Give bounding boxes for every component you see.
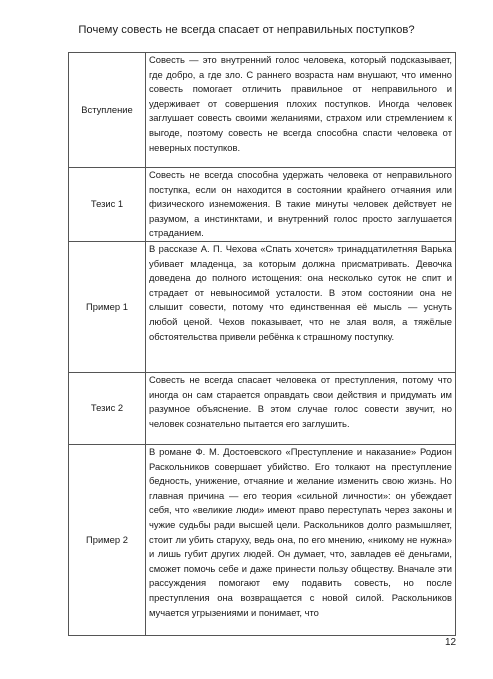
row-label: Вступление bbox=[69, 53, 146, 168]
table-row bbox=[69, 53, 456, 168]
row-text: Совесть не всегда способна удержать человека от неправильного поступка, если он находится в состоянии крайнего отчаяния или физического изнеможения. В такие минуты человек действует не разумом, а инстинктами, и внутренний голос просто заглушается страданием. bbox=[146, 168, 456, 242]
row-text: Совесть — это внутренний голос человека, который подсказывает, где добро, а где зло. С раннего возраста нам внушают, что именно совесть помогает отличить правильное от неправильного и удерживает от совершения плохих поступков. Иногда человек заглушает совесть своими желаниями, страхом или стремлением к выгоде, поэтому совесть не всегда способна спасти человека от неверных поступков. bbox=[146, 53, 456, 168]
row-label: Тезис 2 bbox=[69, 372, 146, 444]
row-label: Тезис 1 bbox=[69, 168, 146, 242]
table-row bbox=[69, 372, 456, 444]
row-text: В романе Ф. М. Достоевского «Преступление и наказание» Родион Раскольников совершает убийство. Его толкают на преступление бедность, унижение, отчаяние и желание изменить свою жизнь. Но главная причина — его теория «сильной личности»: он убеждает себя, что «великие люди» имеют право переступать через законы и чужие судьбы ради высшей цели. Раскольников долго размышляет, стоит ли убить старуху, ведь она, по его мнению, «никому не нужна» и лишь губит других людей. Он думает, что, завладев её деньгами, сможет помочь себе и даже принести пользу обществу. Вначале эти рассуждения помогают ему подавить совесть, но после преступления она возвращается с новой силой. Раскольников мучается угрызениями и понимает, что bbox=[146, 444, 456, 635]
essay-plan-table bbox=[68, 52, 456, 636]
row-text: Совесть не всегда спасает человека от преступления, потому что иногда он сам старается оправдать свои действия и придумать им разумное объяснение. В этом случае голос совести звучит, но человек сознательно пытается его заглушить. bbox=[146, 372, 456, 444]
page-number: 12 bbox=[445, 637, 457, 648]
table-row bbox=[69, 168, 456, 242]
table-row bbox=[69, 241, 456, 372]
row-text: В рассказе А. П. Чехова «Спать хочется» тринадцатилетняя Варька убивает младенца, за которым должна присматривать. Девочка доведена до полного истощения: она несколько суток не спит и страдает от невыносимой усталости. В этом состоянии она не слышит совести, потому что единственная её мысль — уснуть любой ценой. Чехов показывает, что не злая воля, а тяжёлые обстоятельства привели ребёнка к страшному поступку. bbox=[146, 241, 456, 372]
row-label: Пример 2 bbox=[69, 444, 146, 635]
table-row bbox=[69, 444, 456, 635]
row-label: Пример 1 bbox=[69, 241, 146, 372]
page-title: Почему совесть не всегда спасает от неправильных поступков? bbox=[78, 24, 415, 36]
